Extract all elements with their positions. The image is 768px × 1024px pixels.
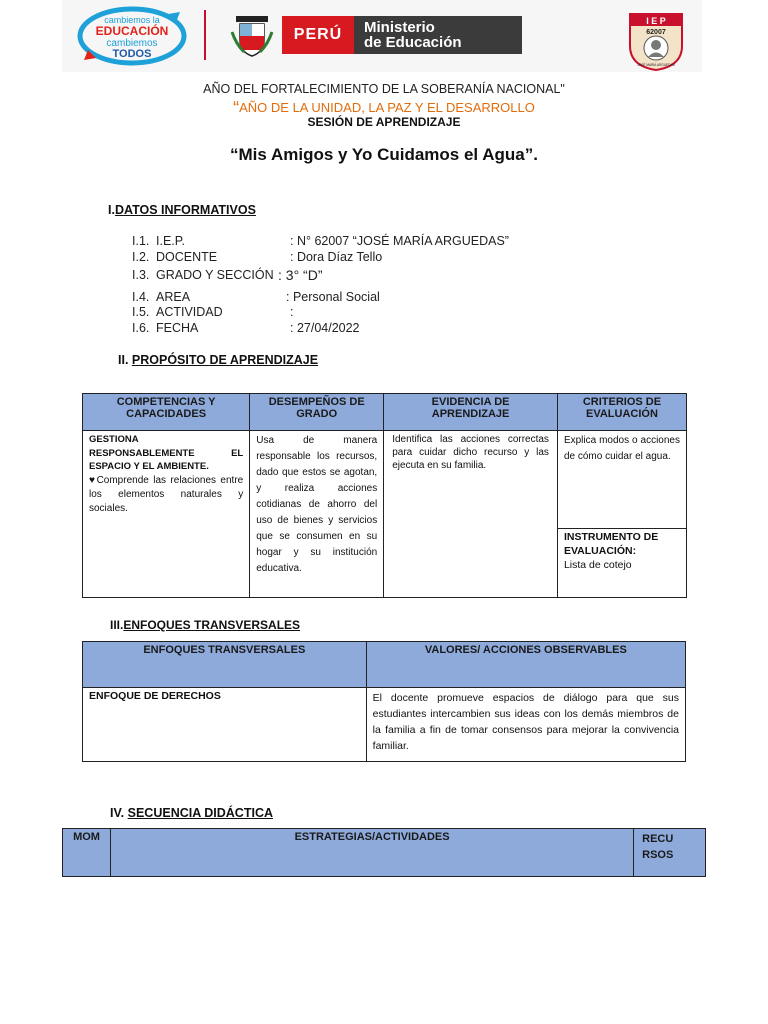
session-title: “Mis Amigos y Yo Cuidamos el Agua”. [230, 145, 538, 164]
enfoque-cell: ENFOQUE DE DERECHOS [83, 688, 367, 762]
section-1-num: I. [108, 203, 115, 217]
instrumento-title: INSTRUMENTO DE EVALUACIÓN: [563, 531, 659, 557]
competencia-text: GESTIONA RESPONSABLEMENTE EL ESPACIO Y EL AMBIENTE. [89, 434, 244, 472]
section-1-heading [108, 203, 256, 217]
enfoques-header-valores: VALORES/ ACCIONES OBSERVABLES [366, 642, 685, 688]
logo-divider [204, 10, 206, 60]
criterio-cell: Explica modos o acciones de cómo cuidar el agua. [557, 431, 686, 529]
section-2-heading [118, 353, 318, 367]
purpose-header-competencias: COMPETENCIAS Y CAPACIDADES [83, 394, 250, 431]
svg-text:EDUCACIÓN: EDUCACIÓN [95, 24, 169, 38]
svg-text:62007: 62007 [646, 29, 666, 36]
ministerio-line2: de Educación [364, 34, 462, 51]
svg-text:cambiemos la: cambiemos la [104, 15, 160, 25]
session-label: SESIÓN DE APRENDIZAJE [307, 115, 461, 129]
section-3-title: ENFOQUES TRANSVERSALES [123, 618, 301, 632]
secuencia-table [62, 828, 706, 877]
year-motto-text: AÑO DE LA UNIDAD, LA PAZ Y EL DESARROLLO [239, 100, 535, 115]
secuencia-header-recursos: RECU RSOS [634, 829, 706, 877]
svg-text:TODOS: TODOS [112, 48, 152, 60]
purpose-header-desempenos: DESEMPEÑOS DE GRADO [250, 394, 384, 431]
capacidad-text: ♥Comprende las relaciones entre los elementos naturales y sociales. [89, 474, 244, 514]
section-3-num: III. [110, 618, 124, 632]
desempeno-cell: Usa de manera responsable los recursos, dado que estos se agotan, y realiza acciones cotidianas de ahorro del uso de bienes y servicios que se consumen en su hogar y su institución educativa. [250, 431, 384, 598]
section-1-title: DATOS INFORMATIVOS [114, 203, 256, 217]
svg-text:I E P: I E P [646, 16, 666, 26]
competencia-cell [83, 431, 250, 598]
section-4-title: SECUENCIA DIDÁCTICA [127, 806, 273, 820]
ministerio-label [354, 16, 522, 54]
purpose-header-criterios: CRITERIOS DE EVALUACIÓN [557, 394, 686, 431]
evidencia-cell: Identifica las acciones correctas para cuidar dicho recurso y las ejecuta en su familia. [384, 431, 558, 598]
year-motto-quote: “ [233, 98, 240, 118]
svg-text:JOSÉ MARÍA ARGUEDAS: JOSÉ MARÍA ARGUEDAS [637, 63, 675, 67]
peru-label: PERÚ [282, 16, 354, 54]
enfoques-table [82, 641, 686, 762]
school-seal-logo [624, 10, 688, 72]
purpose-table [82, 393, 687, 598]
purpose-header-evidencia: EVIDENCIA DE APRENDIZAJE [384, 394, 558, 431]
section-2-num: II. [118, 353, 129, 367]
cambiemos-educacion-logo [76, 6, 188, 66]
section-3-heading [110, 618, 300, 632]
section-4-num: IV. [110, 806, 125, 820]
secuencia-header-mom: MOM [63, 829, 111, 877]
accion-cell: El docente promueve espacios de diálogo para que sus estudiantes intercambien sus ideas con los demás miembros de la familia a fin de tomar consensos para mejorar la convivencia familiar. [366, 688, 685, 762]
instrumento-text: Lista de cotejo [563, 559, 632, 571]
ministerio-line1: Ministerio [364, 19, 435, 36]
section-2-title: PROPÓSITO DE APRENDIZAJE [131, 353, 319, 367]
enfoques-header-enfoque: ENFOQUES TRANSVERSALES [83, 642, 367, 688]
svg-text:cambiemos: cambiemos [106, 38, 158, 49]
instrumento-cell [557, 529, 686, 598]
secuencia-header-estrategias: ESTRATEGIAS/ACTIVIDADES [111, 829, 634, 877]
year-name: AÑO DEL FORTALECIMIENTO DE LA SOBERANÍA NACIONAL" [203, 82, 565, 96]
peru-coat-of-arms-icon [230, 12, 274, 58]
section-4-heading [110, 806, 273, 820]
